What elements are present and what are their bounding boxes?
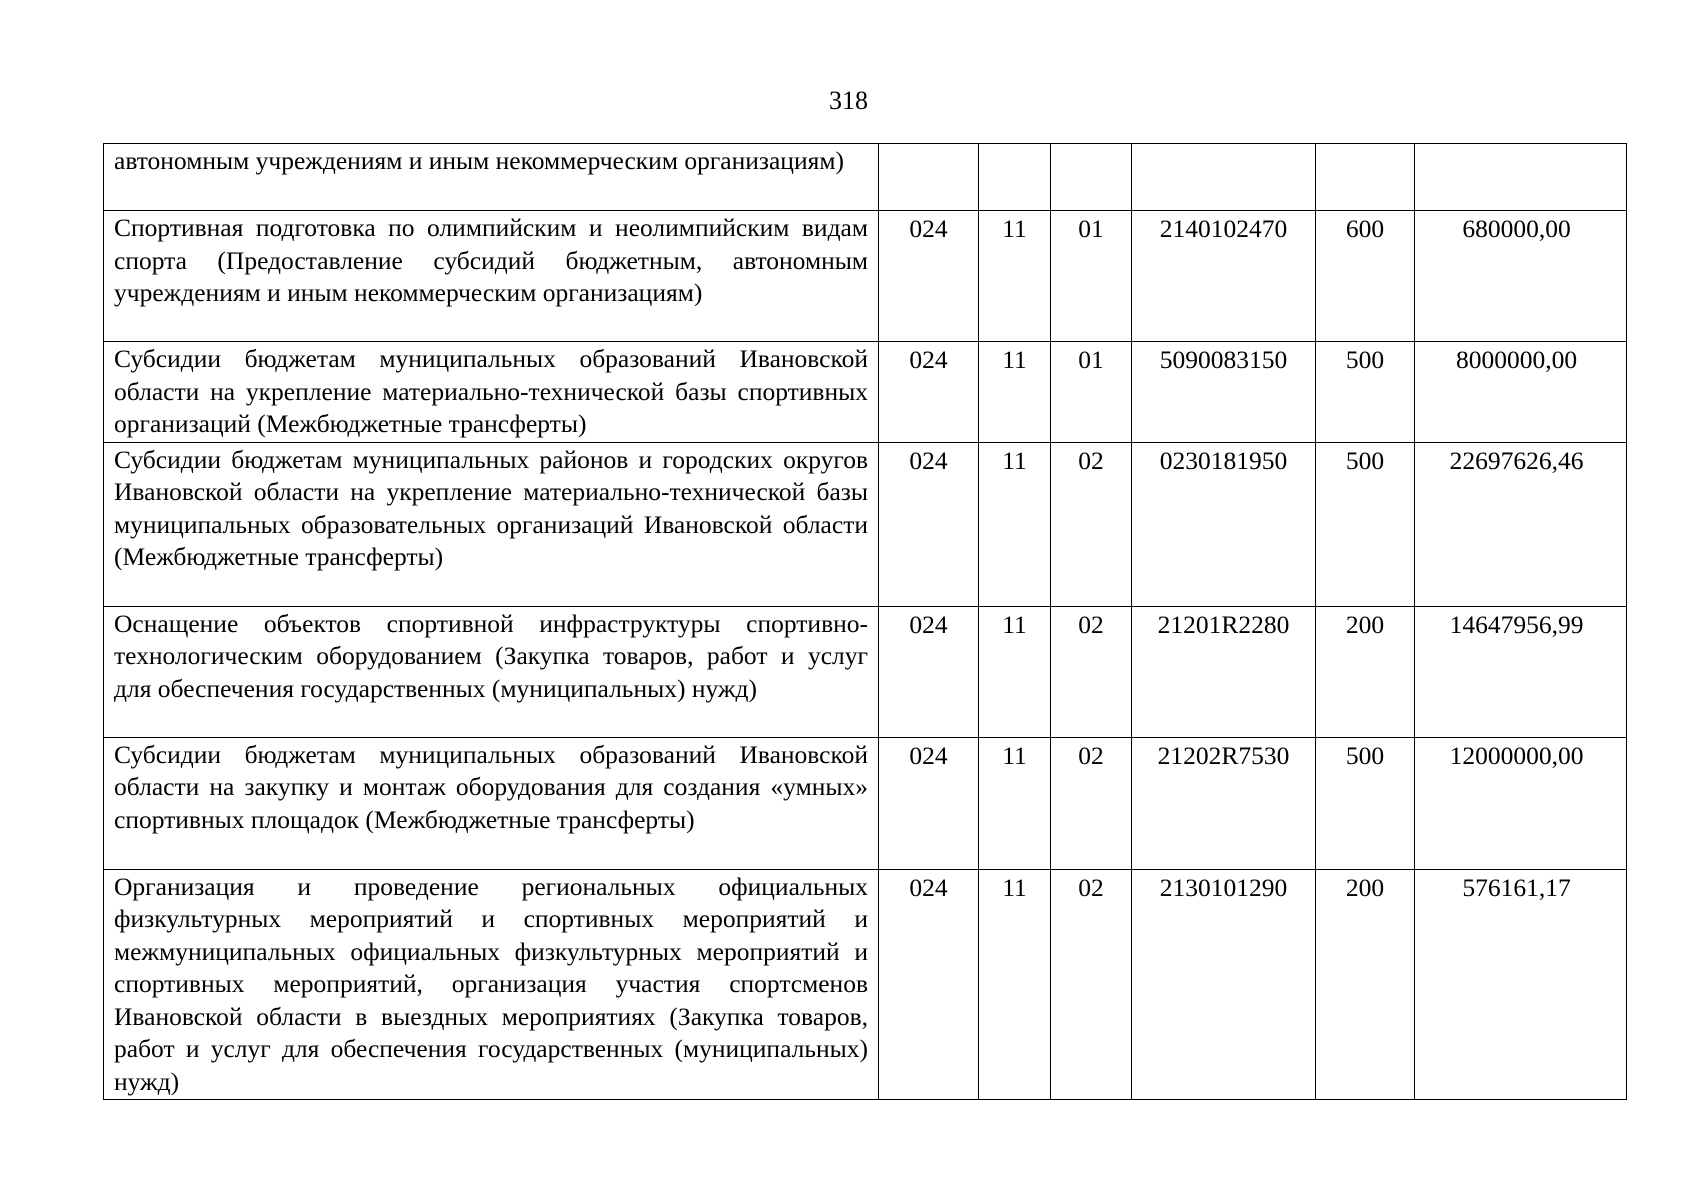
target-article-code-cell: 21201R2280 [1132, 606, 1316, 737]
department-code-cell: 024 [879, 737, 979, 869]
department-code-cell: 024 [879, 442, 979, 606]
expense-type-code-cell: 200 [1316, 869, 1415, 1100]
subsection-code-cell: 02 [1051, 869, 1132, 1100]
row-description: Оснащение объектов спортивной инфраструктуры спортивно-технологическим оборудованием (Закупка товаров, работ и услуг для обеспечения государственных (муниципальных) нужд) [104, 606, 879, 737]
expense-type-code-cell: 500 [1316, 442, 1415, 606]
department-code-cell [879, 144, 979, 211]
row-description: автономным учреждениям и иным некоммерческим организациям) [104, 144, 879, 211]
section-code-cell: 11 [979, 869, 1051, 1100]
section-code-cell: 11 [979, 342, 1051, 443]
amount-cell: 14647956,99 [1415, 606, 1627, 737]
budget-table [103, 143, 1627, 1100]
table-row [104, 869, 1627, 1100]
expense-type-code-cell: 500 [1316, 342, 1415, 443]
subsection-code-cell: 01 [1051, 342, 1132, 443]
expense-type-code-cell: 200 [1316, 606, 1415, 737]
amount-cell [1415, 144, 1627, 211]
amount-cell: 576161,17 [1415, 869, 1627, 1100]
subsection-code-cell: 01 [1051, 211, 1132, 342]
department-code-cell: 024 [879, 606, 979, 737]
row-description: Субсидии бюджетам муниципальных образований Ивановской области на укрепление материально-технической базы спортивных организаций (Межбюджетные трансферты) [104, 342, 879, 443]
department-code-cell: 024 [879, 342, 979, 443]
subsection-code-cell: 02 [1051, 737, 1132, 869]
row-description: Спортивная подготовка по олимпийским и неолимпийским видам спорта (Предоставление субсидий бюджетным, автономным учреждениям и иным некоммерческим организациям) [104, 211, 879, 342]
section-code-cell [979, 144, 1051, 211]
subsection-code-cell: 02 [1051, 442, 1132, 606]
expense-type-code-cell: 500 [1316, 737, 1415, 869]
target-article-code-cell: 0230181950 [1132, 442, 1316, 606]
amount-cell: 680000,00 [1415, 211, 1627, 342]
target-article-code-cell: 2130101290 [1132, 869, 1316, 1100]
amount-cell: 8000000,00 [1415, 342, 1627, 443]
target-article-code-cell: 2140102470 [1132, 211, 1316, 342]
amount-cell: 12000000,00 [1415, 737, 1627, 869]
department-code-cell: 024 [879, 869, 979, 1100]
expense-type-code-cell [1316, 144, 1415, 211]
target-article-code-cell [1132, 144, 1316, 211]
section-code-cell: 11 [979, 442, 1051, 606]
expense-type-code-cell: 600 [1316, 211, 1415, 342]
page-number: 318 [829, 86, 868, 115]
table-row [104, 737, 1627, 869]
subsection-code-cell: 02 [1051, 606, 1132, 737]
section-code-cell: 11 [979, 211, 1051, 342]
table-row [104, 606, 1627, 737]
target-article-code-cell: 5090083150 [1132, 342, 1316, 443]
table-row [104, 342, 1627, 443]
table-row [104, 442, 1627, 606]
section-code-cell: 11 [979, 606, 1051, 737]
row-description: Организация и проведение региональных официальных физкультурных мероприятий и спортивных мероприятий и межмуниципальных официальных физкультурных мероприятий и спортивных мероприятий, организация участия спортсменов Ивановской области в выездных мероприятиях (Закупка товаров, работ и услуг для обеспечения государственных (муниципальных) нужд) [104, 869, 879, 1100]
row-description: Субсидии бюджетам муниципальных районов и городских округов Ивановской области на укрепление материально-технической базы муниципальных образовательных организаций Ивановской области (Межбюджетные трансферты) [104, 442, 879, 606]
table-row [104, 211, 1627, 342]
department-code-cell: 024 [879, 211, 979, 342]
subsection-code-cell [1051, 144, 1132, 211]
row-description: Субсидии бюджетам муниципальных образований Ивановской области на закупку и монтаж оборудования для создания «умных» спортивных площадок (Межбюджетные трансферты) [104, 737, 879, 869]
amount-cell: 22697626,46 [1415, 442, 1627, 606]
target-article-code-cell: 21202R7530 [1132, 737, 1316, 869]
section-code-cell: 11 [979, 737, 1051, 869]
table-row [104, 144, 1627, 211]
